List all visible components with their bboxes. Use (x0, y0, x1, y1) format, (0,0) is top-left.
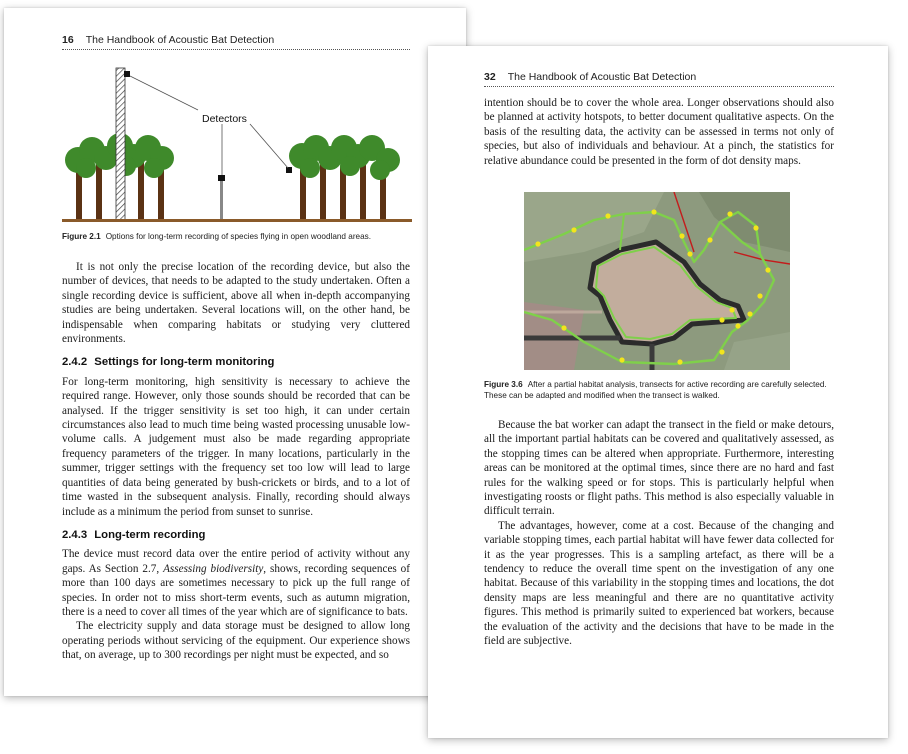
detectors-label: Detectors (202, 113, 247, 125)
header-rule (484, 86, 834, 87)
recording-paragraph: The device must record data over the entire period of activity without any gaps. As Section 2.7, Assessing biodiversity, shows, recording sequences of more than 100 days are sometimes necessary to pick up the full range of species. In order not to miss short-term events, such as autumn migration, there is a need to cover all times of the year which are of significance to bats. (62, 548, 410, 618)
running-title: The Handbook of Acoustic Bat Detection (85, 34, 275, 46)
header-rule (62, 49, 410, 50)
running-header (62, 34, 274, 46)
section-heading-2-4-2 (62, 355, 410, 369)
caption-text: After a partial habitat analysis, transects for active recording are carefully selected. These can be adapted and modified when the transect is walked. (484, 380, 827, 400)
page-number: 32 (484, 71, 496, 83)
adapt-transect-paragraph: Because the bat worker can adapt the transect in the field or make detours, all the important partial habitats can be covered and qualitatively assessed, as the stopping times can be altered when appropriate. Furthermore, interesting areas can be monitored at the optimal times, since there are no hard and fast rules for the walking speed or for stops. This is particularly helpful when investigating roosts or flight paths. This method is also especially valuable in difficult terrain. (484, 419, 834, 518)
detector-on-stand (218, 175, 225, 181)
figure-3-6-caption (484, 380, 834, 401)
running-title: The Handbook of Acoustic Bat Detection (507, 71, 697, 83)
detector-on-pole (124, 71, 130, 77)
caption-number: Figure 2.1 (62, 232, 101, 241)
section-number: 2.4.3 (62, 528, 88, 541)
caption-text: Options for long-term recording of species flying in open woodland areas. (105, 232, 372, 241)
top-paragraph-block (484, 96, 834, 168)
electricity-paragraph: The electricity supply and data storage must be designed to allow long operating periods without servicing of the equipment. Our experience shows that, on average, up to 300 recordings per night must be expected, and so (62, 620, 410, 662)
woodland-detector-illustration (62, 62, 412, 228)
section-title: Settings for long-term monitoring (94, 356, 275, 369)
page-number: 16 (62, 34, 74, 46)
detector-in-tree (286, 167, 292, 173)
detector-stand (220, 180, 223, 220)
figure-2-1-caption (62, 232, 412, 243)
right-tree-group (289, 135, 400, 220)
hatched-pole (116, 68, 125, 220)
section-heading-2-4-3 (62, 528, 410, 542)
section-number: 2.4.2 (62, 356, 88, 369)
running-header (484, 71, 696, 83)
left-book-page (4, 8, 466, 696)
caption-number: Figure 3.6 (484, 380, 523, 389)
ground-line (62, 219, 412, 222)
intro-paragraph: It is not only the precise location of the recording device, but also the number of devices, that needs to be adapted to the study undertaken. Often a single recording device is sufficient, above all when in-depth accompanying studies are being undertaken. Several locations will, on the other hand, be indispensable when comparing habitats or studying very cluttered environments. (62, 261, 410, 346)
continuation-paragraph: intention should be to cover the whole area. Longer observations should also be planned at activity hotspots, to better document qualitative aspects. On the basis of the resulting data, the activity can be assessed in terms not only of species, but also of individuals and behaviour. At a pinch, the statistics for relative abundance could be presented in the form of dot density maps. (484, 97, 834, 167)
left-body-text (62, 260, 410, 663)
advantages-paragraph: The advantages, however, come at a cost. Because of the changing and variable stopping times, each partial habitat will have fewer data collected for it as the year progresses. This is a sampling artefact, as there will be a tendency to reduce the overall time spent on the investigation of any one habitat. Because of this variability in the stopping times and locations, the dot density maps are less meaningful and there are no quantitative activity figures. This method is primarily suited to experienced bat workers, because the evaluation of the activity and the decisions that have to be made in the field are subjective. (484, 519, 834, 648)
cross-reference: Assessing biodiversity (163, 562, 264, 575)
settings-paragraph: For long-term monitoring, high sensitivity is necessary to achieve the required range. However, only those sounds should be recorded that can be analysed. If the trigger sensitivity is set too high, it can under certain circumstances also lead to much time being wasted processing unusable low-volume calls. A judgement must also be made regarding appropriate frequency parameters of the trigger. In many locations, particularly in the summer, trigger settings with the frequency set too low will lead to large quantities of data being generated by bush-crickets or birds, and to a lot of time wasted in the subsequent analysis. Finally, recording should always include as a minimum the period from sunset to sunrise. (62, 375, 410, 518)
figure-2-1 (62, 62, 412, 228)
right-body-text (484, 418, 834, 649)
section-title: Long-term recording (94, 528, 206, 541)
transect-map (524, 192, 790, 370)
figure-3-6 (524, 192, 790, 370)
right-book-page (428, 46, 888, 738)
